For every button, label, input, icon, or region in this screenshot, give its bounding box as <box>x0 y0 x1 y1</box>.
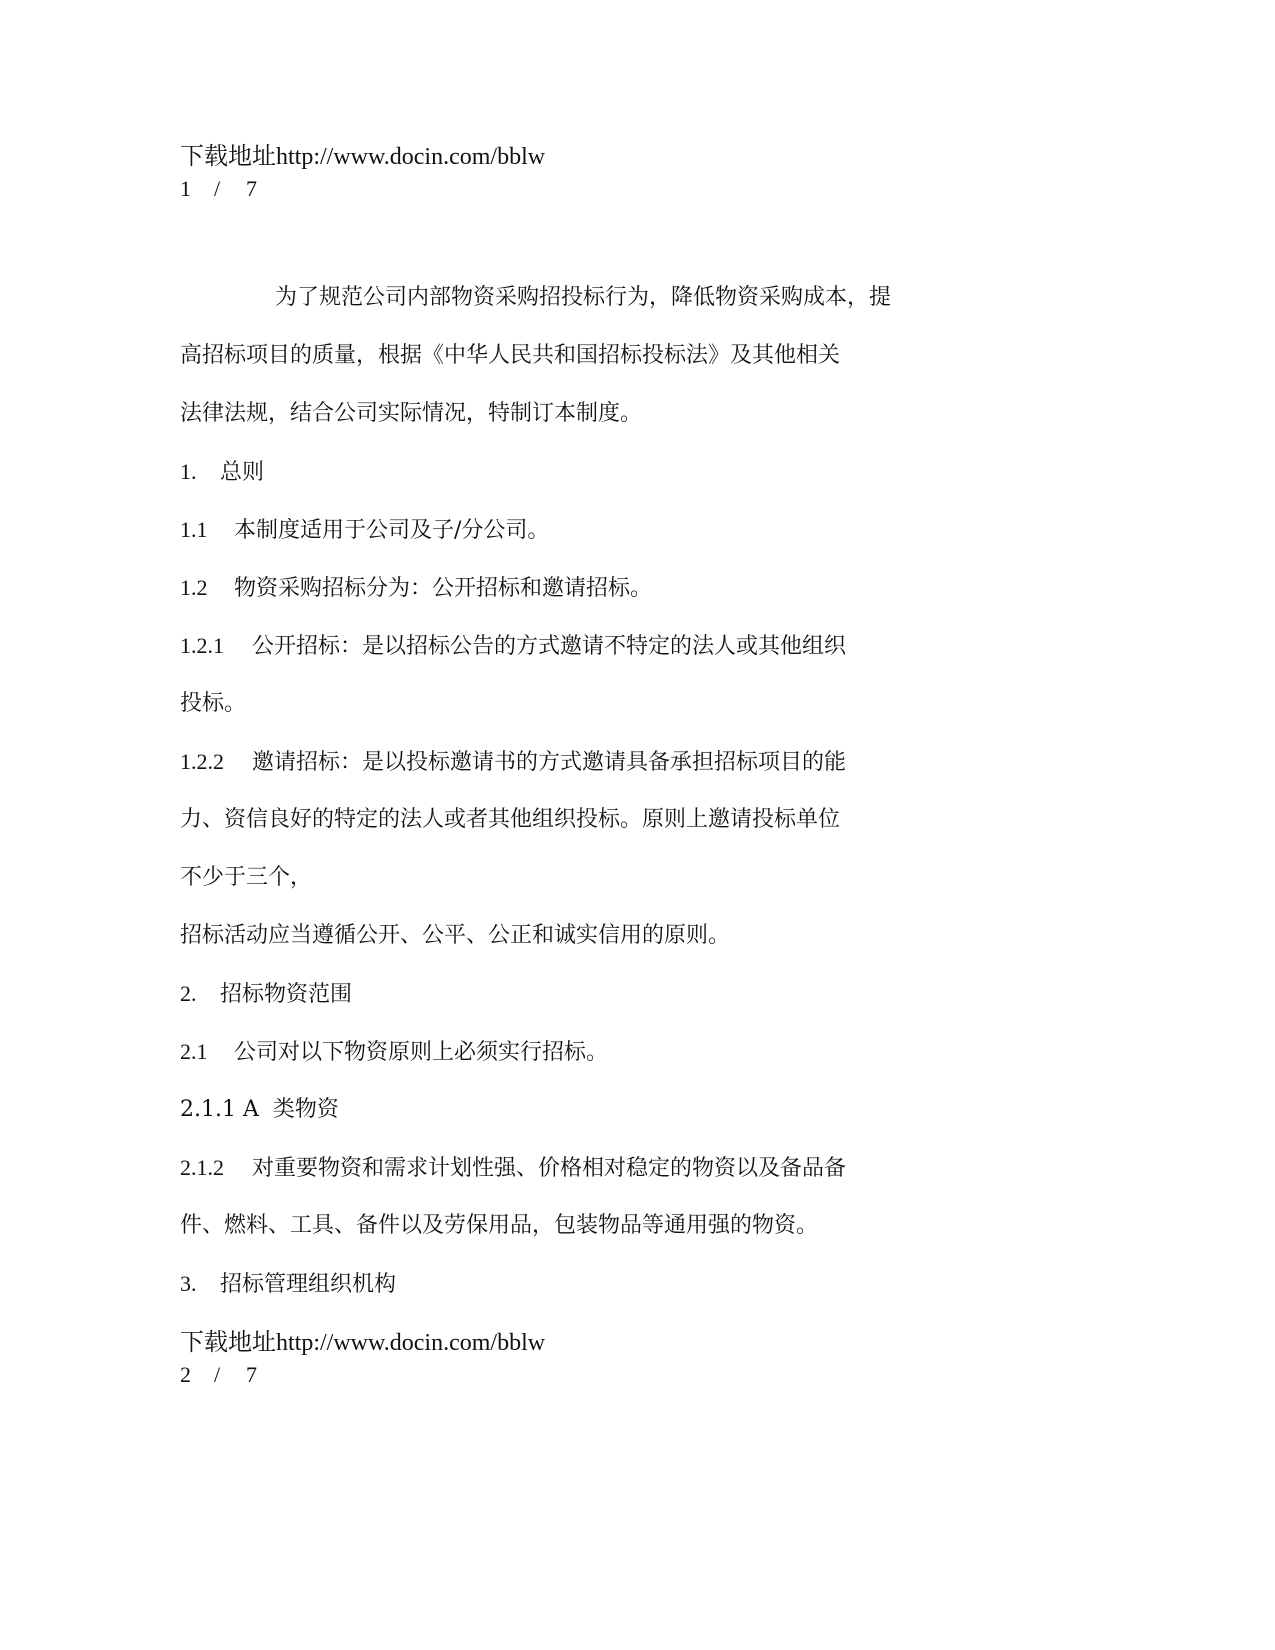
clause-number: 2.1.2 <box>180 1155 224 1180</box>
clause-2-1-1: 2.1.1 A 类物资 <box>180 1097 339 1122</box>
clause-1-1 <box>180 515 549 546</box>
page-total: 7 <box>246 176 257 201</box>
clause-number: 1.1 <box>180 517 208 542</box>
page-total: 7 <box>246 1362 257 1387</box>
principle-statement: 招标活动应当遵循公开、公平、公正和诚实信用的原则。 <box>180 923 731 948</box>
page-separator: / <box>214 176 221 201</box>
page-current: 1 <box>180 176 191 201</box>
page-current: 2 <box>180 1362 191 1387</box>
clause-1-2 <box>180 573 652 604</box>
section-number: 1. <box>180 459 197 484</box>
clause-text: 公开招标：是以招标公告的方式邀请不特定的法人或其他组织 <box>252 634 847 659</box>
clause-2-1 <box>180 1037 608 1068</box>
intro-line-3: 法律法规，结合公司实际情况，特制订本制度。 <box>180 401 643 426</box>
section-title: 招标管理组织机构 <box>220 1272 397 1297</box>
clause-number: 1.2.2 <box>180 749 224 774</box>
clause-number: 1.2 <box>180 575 208 600</box>
section-title: 总则 <box>220 460 265 485</box>
clause-text: 物资采购招标分为：公开招标和邀请招标。 <box>234 576 653 601</box>
download-address-header-2: 下载地址http://www.docin.com/bblw <box>180 1330 546 1356</box>
page-number-1 <box>180 174 257 204</box>
clause-number: 1.2.1 <box>180 633 224 658</box>
clause-number: 2.1 <box>180 1039 208 1064</box>
clause-text: 对重要物资和需求计划性强、价格相对稳定的物资以及备品备 <box>252 1156 847 1181</box>
download-address-header: 下载地址http://www.docin.com/bblw <box>180 144 546 170</box>
clause-1-2-2-continued-2: 不少于三个， <box>180 865 313 890</box>
intro-line-2: 高招标项目的质量，根据《中华人民共和国招标投标法》及其他相关 <box>180 343 841 368</box>
clause-2-1-2 <box>180 1153 846 1184</box>
intro-line-1: 为了规范公司内部物资采购招投标行为，降低物资采购成本，提 <box>275 285 892 310</box>
clause-2-1-2-continued: 件、燃料、工具、备件以及劳保用品，包装物品等通用强的物资。 <box>180 1213 819 1238</box>
section-3-heading <box>180 1269 396 1300</box>
clause-text: 公司对以下物资原则上必须实行招标。 <box>234 1040 609 1065</box>
section-1-heading <box>180 457 264 488</box>
clause-1-2-2-continued-1: 力、资信良好的特定的法人或者其他组织投标。原则上邀请投标单位 <box>180 807 841 832</box>
section-2-heading <box>180 979 352 1010</box>
section-number: 3. <box>180 1271 197 1296</box>
clause-1-2-1-continued: 投标。 <box>180 691 247 716</box>
section-number: 2. <box>180 981 197 1006</box>
clause-text: 邀请招标：是以投标邀请书的方式邀请具备承担招标项目的能 <box>252 750 847 775</box>
page-number-2 <box>180 1360 257 1390</box>
clause-1-2-2 <box>180 747 846 778</box>
section-title: 招标物资范围 <box>220 982 353 1007</box>
clause-text: 本制度适用于公司及子/分公司。 <box>234 518 550 543</box>
clause-1-2-1 <box>180 631 846 662</box>
page-separator: / <box>214 1362 221 1387</box>
